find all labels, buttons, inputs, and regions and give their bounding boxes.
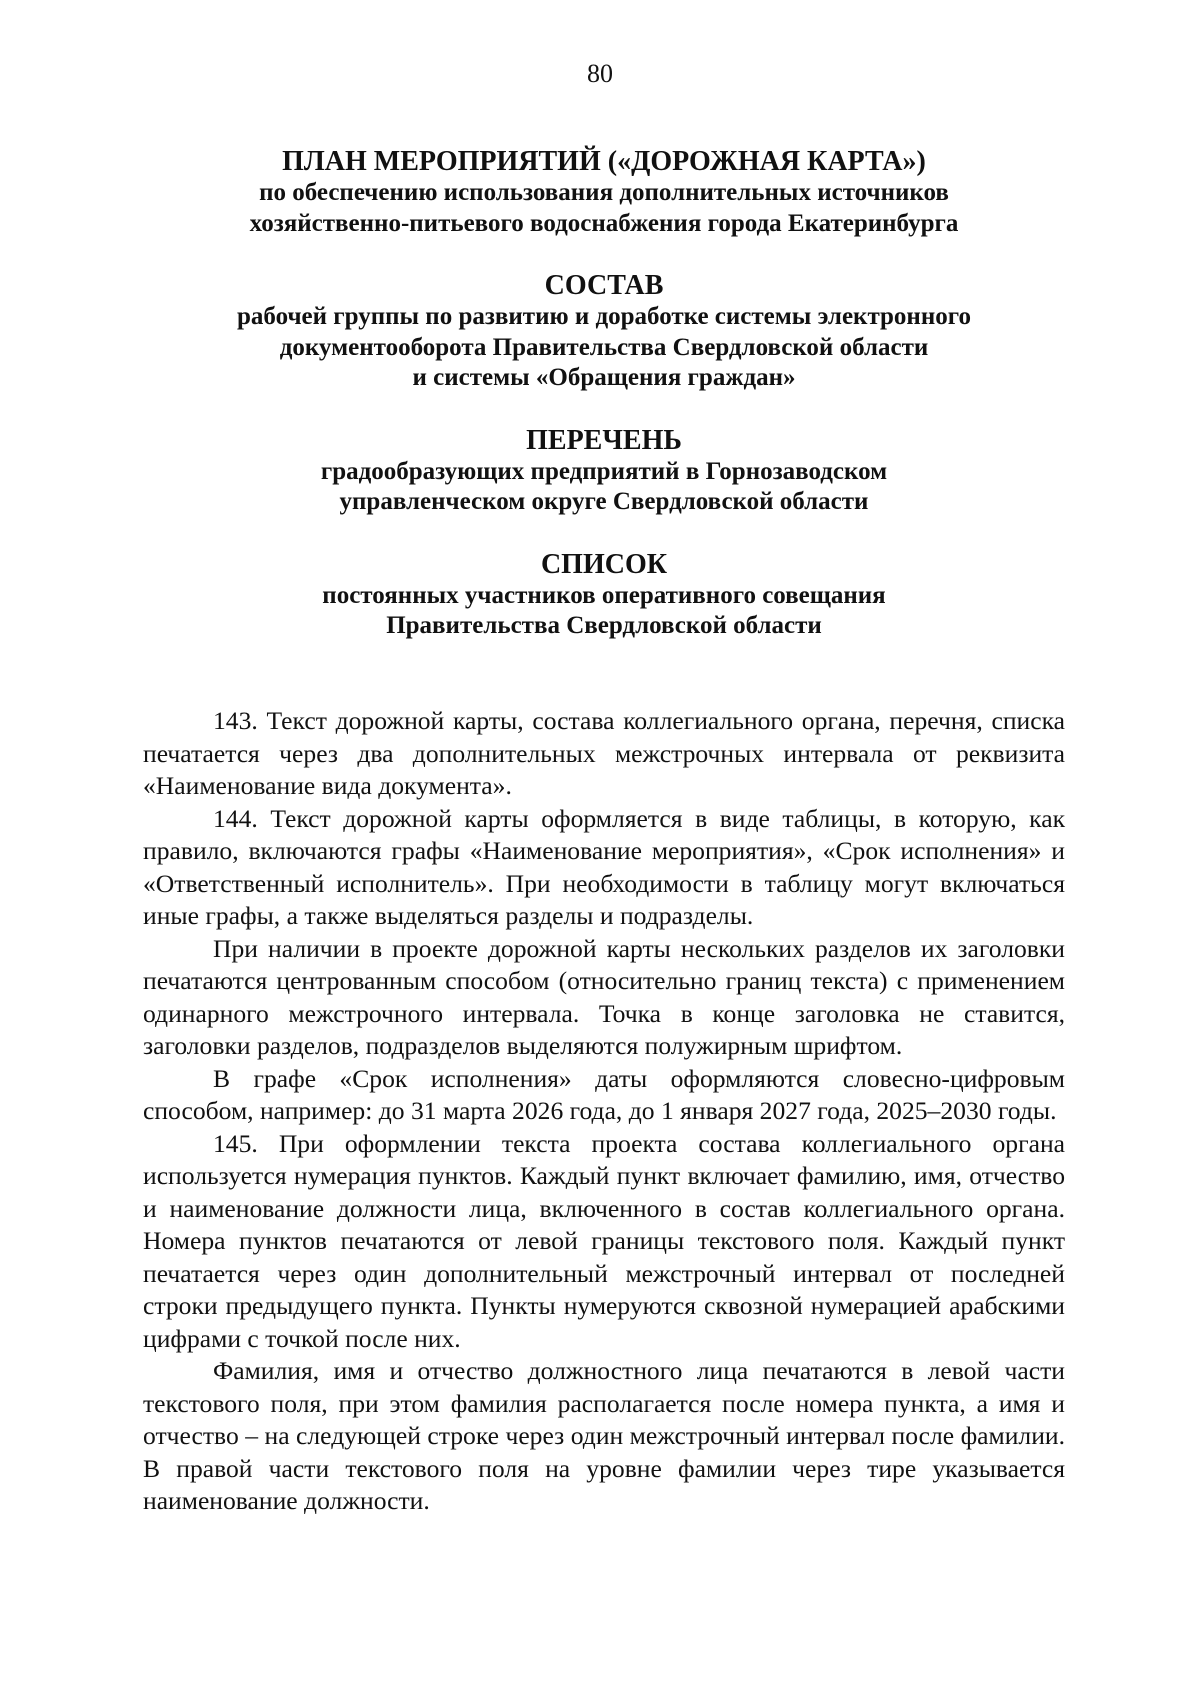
example-heading-roadmap bbox=[143, 146, 1065, 239]
example-title: СОСТАВ bbox=[544, 270, 664, 301]
example-subtitle-line: хозяйственно-питьевого водоснабжения города Екатеринбурга bbox=[249, 209, 959, 237]
example-heading-list bbox=[143, 425, 1065, 518]
example-title: ПЕРЕЧЕНЬ bbox=[526, 424, 682, 456]
body-text bbox=[143, 705, 1065, 1518]
heading-examples bbox=[143, 146, 1065, 673]
example-subtitle-line: Правительства Свердловской области bbox=[386, 612, 822, 639]
example-subtitle-line: управленческом округе Свердловской области bbox=[339, 488, 869, 515]
example-heading-roster bbox=[143, 549, 1065, 642]
paragraph-deadline-column: В графе «Срок исполнения» даты оформляются словесно-цифровым способом, например: до 31 марта 2026 года, до 1 января 2027 года, 2025–2030 годы. bbox=[143, 1063, 1065, 1125]
example-subtitle-line: рабочей группы по развитию и доработке системы электронного bbox=[237, 303, 971, 330]
paragraph-145: 145. При оформлении текста проекта состава коллегиального органа используется нумерация пунктов. Каждый пункт включает фамилию, имя, отчество и наименование должности лица, включенного в состав коллегиального органа. Номера пунктов печатаются от левой границы текстового поля. Каждый пункт печатается через один дополнительный межстрочный интервал от последней строки предыдущего пункта. Пункты нумеруются сквозной нумерацией арабскими цифрами с точкой после них. bbox=[143, 1128, 1065, 1353]
paragraph-144: 144. Текст дорожной карты оформляется в виде таблицы, в которую, как правило, включаются графы «Наименование мероприятия», «Срок исполнения» и «Ответственный исполнитель». При необходимости в таблицу могут включаться иные графы, а также выделяться разделы и подразделы. bbox=[143, 803, 1065, 930]
example-subtitle-line: по обеспечению использования дополнительных источников bbox=[259, 179, 949, 206]
example-subtitle-line: документооборота Правительства Свердловской области bbox=[279, 333, 929, 361]
example-subtitle-line: и системы «Обращения граждан» bbox=[412, 364, 796, 391]
paragraph-section-headings: При наличии в проекте дорожной карты нескольких разделов их заголовки печатаются центрованным способом (относительно границ текста) с применением одинарного межстрочного интервала. Точка в конце заголовка не ставится, заголовки разделов, подразделов выделяются полужирным шрифтом. bbox=[143, 933, 1065, 1060]
paragraph-143: 143. Текст дорожной карты, состава коллегиального органа, перечня, списка печатается через два дополнительных межстрочных интервала от реквизита «Наименование вида документа». bbox=[143, 706, 1065, 800]
paragraph-name-layout: Фамилия, имя и отчество должностного лица печатаются в левой части текстового поля, при этом фамилия располагается после номера пункта, а имя и отчество – на следующей строке через один межстрочный интервал после фамилии. В правой части текстового поля на уровне фамилии через тире указывается наименование должности. bbox=[143, 1356, 1065, 1515]
example-heading-composition bbox=[143, 270, 1065, 394]
page-number: 80 bbox=[587, 59, 613, 88]
example-title: ПЛАН МЕРОПРИЯТИЙ («ДОРОЖНАЯ КАРТА») bbox=[282, 146, 926, 177]
example-subtitle-line: градообразующих предприятий в Горнозаводском bbox=[320, 457, 888, 485]
example-title: СПИСОК bbox=[540, 548, 668, 580]
example-subtitle-line: постоянных участников оперативного совещания bbox=[322, 581, 886, 609]
